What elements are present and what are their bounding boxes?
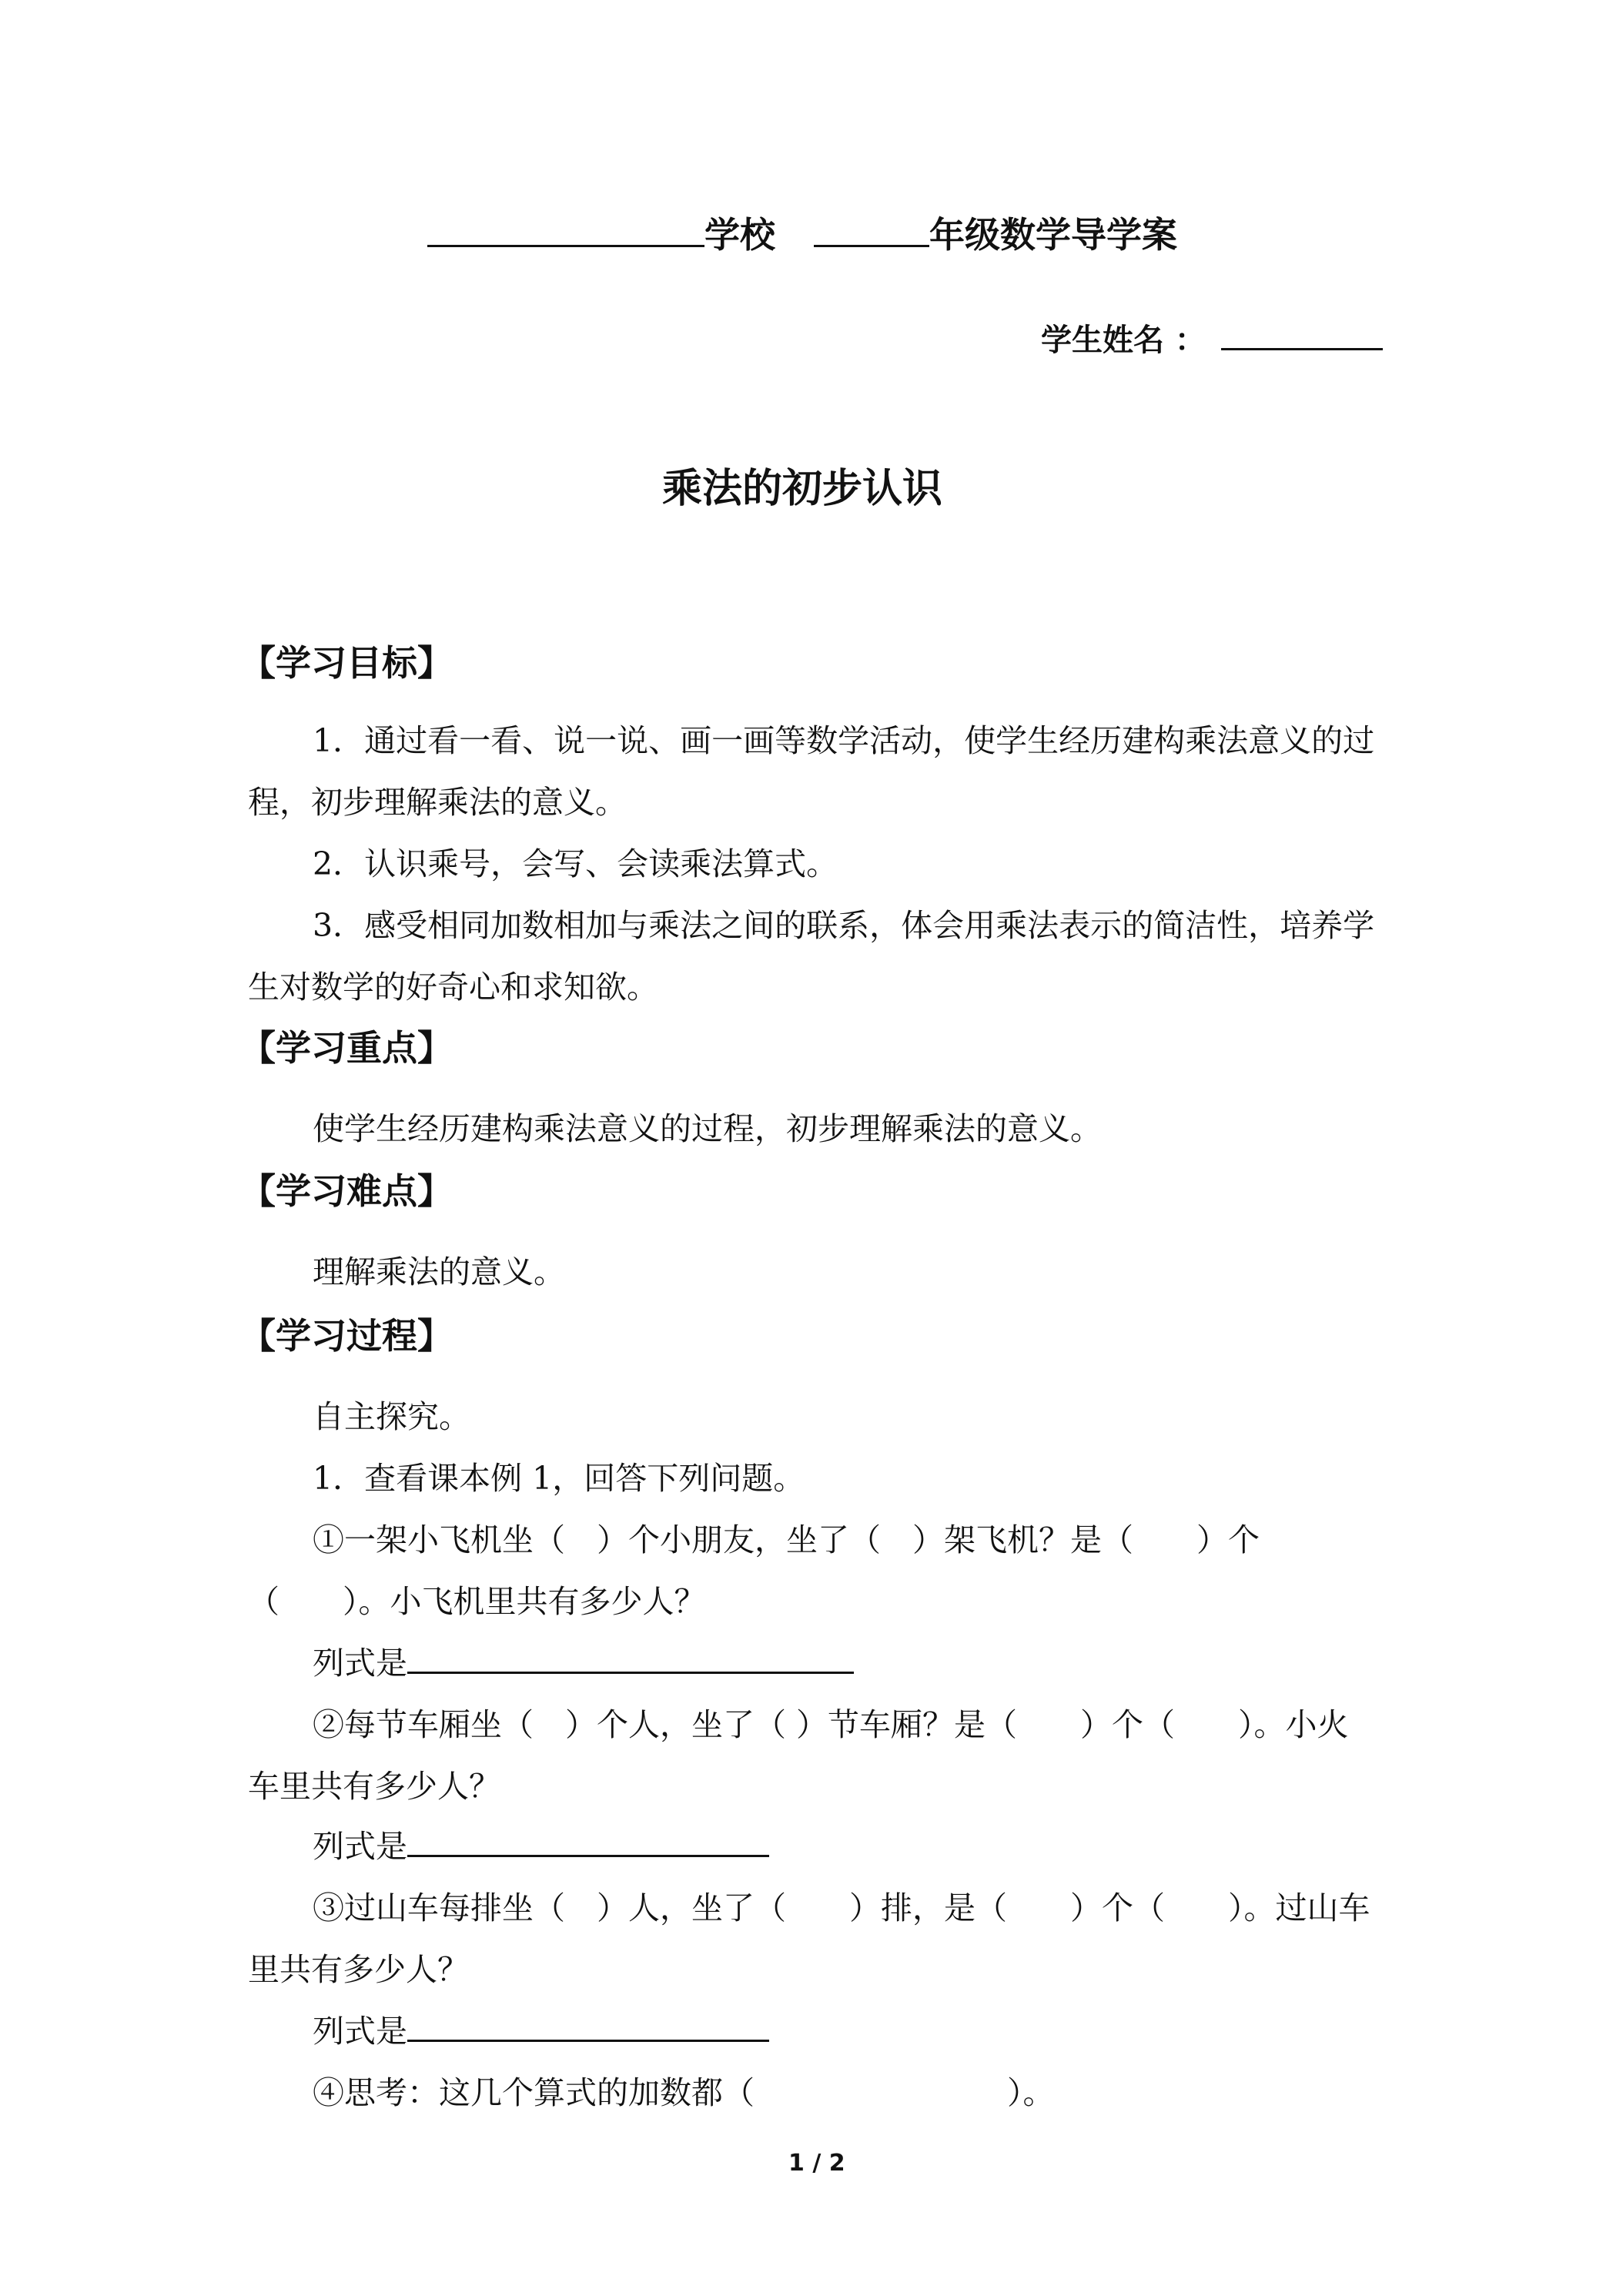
- formula-blank-1[interactable]: [407, 1640, 854, 1674]
- formula-label-2: 列式是: [313, 1828, 407, 1865]
- goal-item-3: 3．感受相同加数相加与乘法之间的联系，体会用乘法表示的简洁性，培养学生对数学的好奇心和求知欲。: [248, 907, 1375, 1006]
- section-heading-process: 【学习过程】: [240, 1315, 453, 1357]
- process-task: 1．查看课本例 1，回答下列问题。: [313, 1460, 805, 1497]
- difficulties-text: 理解乘法的意义。: [313, 1253, 565, 1290]
- header-title: [427, 209, 1177, 258]
- question-1: ①一架小飞机坐（ ）个小朋友，坐了（ ）架飞机？是（ ）个（ ）。小飞机里共有多少人？: [248, 1521, 1260, 1620]
- student-name-blank[interactable]: [1221, 317, 1383, 350]
- goal-item-1: 1．通过看一看、说一说、画一画等数学活动，使学生经历建构乘法意义的过程，初步理解乘法的意义。: [248, 722, 1375, 821]
- key-points-text: 使学生经历建构乘法意义的过程，初步理解乘法的意义。: [313, 1110, 1102, 1147]
- page-number: 1 / 2: [788, 2150, 845, 2177]
- student-name-row: [1041, 317, 1383, 363]
- formula-row-1: [313, 1632, 854, 1694]
- formula-label-3: 列式是: [313, 2013, 407, 2050]
- section-heading-goals: 【学习目标】: [240, 642, 453, 684]
- question-4: ④思考：这几个算式的加数都（ ）。: [313, 2074, 1055, 2111]
- grade-label: 年级数学导学案: [929, 214, 1177, 256]
- formula-blank-2[interactable]: [407, 1823, 769, 1857]
- school-label: 学校: [704, 214, 775, 256]
- formula-row-2: [313, 1816, 769, 1877]
- process-intro: 自主探究。: [313, 1398, 470, 1435]
- school-blank[interactable]: [427, 209, 704, 247]
- formula-label-1: 列式是: [313, 1645, 407, 1682]
- student-name-label: 学生姓名 ：: [1041, 323, 1206, 358]
- formula-row-3: [313, 2000, 769, 2062]
- grade-blank[interactable]: [814, 209, 929, 247]
- formula-blank-3[interactable]: [407, 2008, 769, 2042]
- question-3: ③过山车每排坐（ ）人，坐了（ ）排，是（ ）个（ ）。过山车里共有多少人？: [248, 1889, 1370, 1988]
- question-2: ②每节车厢坐（ ）个人，坐了（ ）节车厢？是（ ）个（ ）。小火车里共有多少人？: [248, 1706, 1349, 1805]
- section-heading-key-points: 【学习重点】: [240, 1027, 453, 1069]
- page-title: 乘法的初步认识: [662, 466, 943, 512]
- section-heading-difficulties: 【学习难点】: [240, 1170, 453, 1212]
- goal-item-2: 2．认识乘号，会写、会读乘法算式。: [313, 845, 838, 882]
